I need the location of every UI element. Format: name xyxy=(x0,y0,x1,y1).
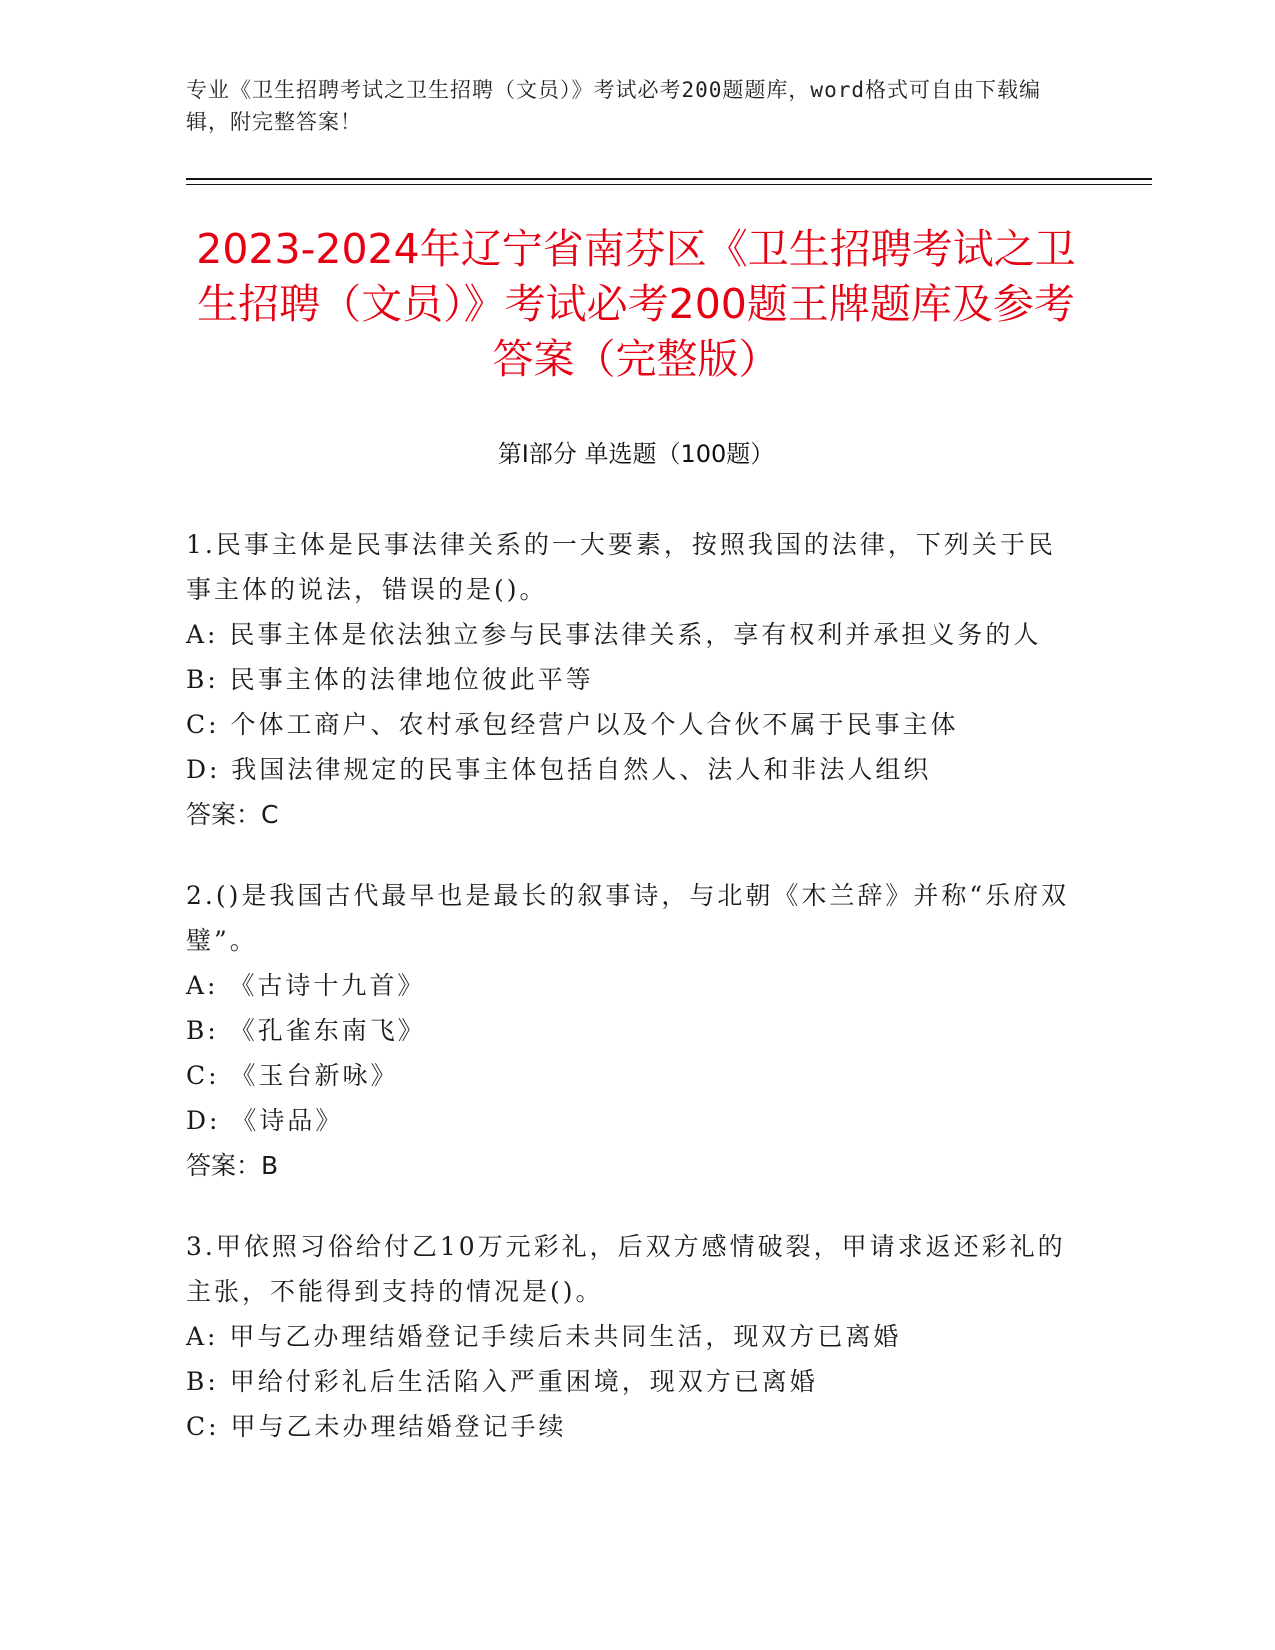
option-a: A: 甲与乙办理结婚登记手续后未共同生活，现双方已离婚 xyxy=(186,1322,902,1351)
header-divider-thin xyxy=(186,184,1152,185)
option-b: B: 民事主体的法律地位彼此平等 xyxy=(186,665,594,694)
question-3 xyxy=(186,1224,1076,1449)
question-stem: 2.()是我国古代最早也是最长的叙事诗，与北朝《木兰辞》并称“乐府双璧”。 xyxy=(186,881,1070,955)
option-a: A: 民事主体是依法独立参与民事法律关系，享有权利并承担义务的人 xyxy=(186,620,1042,649)
question-1 xyxy=(186,522,1076,837)
option-c: C: 甲与乙未办理结婚登记手续 xyxy=(186,1412,567,1441)
section-title: 第I部分 单选题（100题） xyxy=(497,440,775,468)
question-stem: 1.民事主体是民事法律关系的一大要素，按照我国的法律，下列关于民事主体的说法，错误的是()。 xyxy=(186,530,1056,604)
option-b: B: 甲给付彩礼后生活陷入严重困境，现双方已离婚 xyxy=(186,1367,818,1396)
option-b: B: 《孔雀东南飞》 xyxy=(186,1016,426,1045)
header-note: 专业《卫生招聘考试之卫生招聘（文员）》考试必考200题题库，word格式可自由下载编辑，附完整答案！ xyxy=(186,78,1041,134)
document-title: 2023-2024年辽宁省南芬区《卫生招聘考试之卫生招聘（文员）》考试必考200题王牌题库及参考答案（完整版） xyxy=(196,225,1076,383)
option-c: C: 《玉台新咏》 xyxy=(186,1061,399,1090)
option-c: C: 个体工商户、农村承包经营户以及个人合伙不属于民事主体 xyxy=(186,710,959,739)
option-d: D: 我国法律规定的民事主体包括自然人、法人和非法人组织 xyxy=(186,755,932,784)
header-divider-thick xyxy=(186,178,1152,180)
question-stem: 3.甲依照习俗给付乙10万元彩礼，后双方感情破裂，甲请求返还彩礼的主张，不能得到支持的情况是()。 xyxy=(186,1232,1066,1306)
question-list xyxy=(186,522,1076,1485)
option-a: A: 《古诗十九首》 xyxy=(186,971,426,1000)
answer: 答案：B xyxy=(186,1151,279,1180)
option-d: D: 《诗品》 xyxy=(186,1106,344,1135)
answer: 答案：C xyxy=(186,800,279,829)
question-2 xyxy=(186,873,1076,1188)
